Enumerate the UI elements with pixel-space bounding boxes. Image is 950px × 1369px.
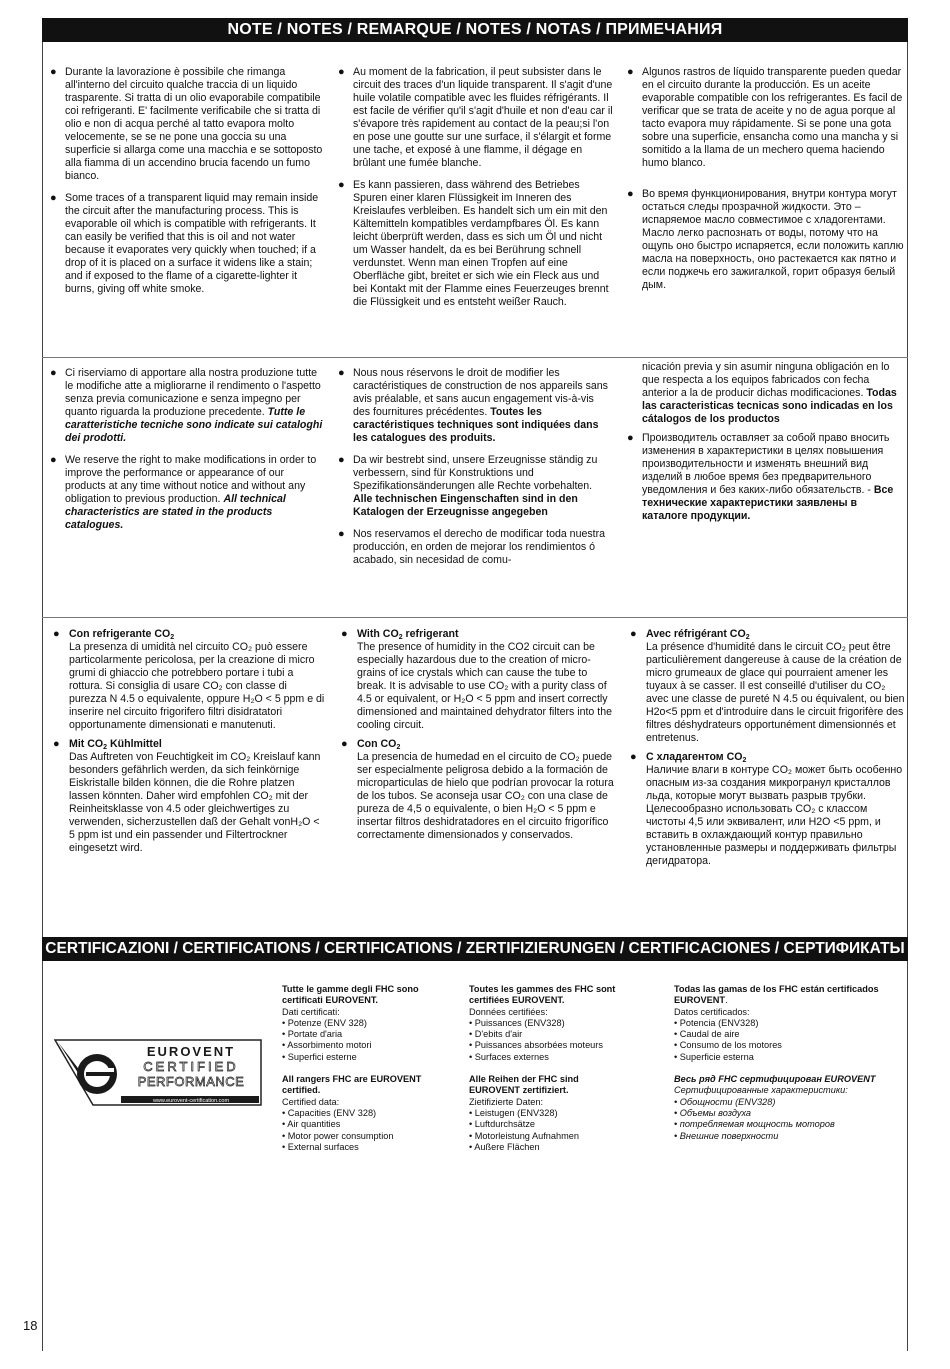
note-text: Производитель оставляет за собой право вносить изменения в характеристики в целях повышения производительности и изменять внешний вид изделий в любое время без предварительного уведомления и без каких-либо обязательств. - (642, 432, 890, 496)
co2-item (335, 628, 615, 732)
cert-title: All rangers FHC are EUROVENT certified. (282, 1074, 422, 1096)
logo-line3: PERFORMANCE (137, 1074, 245, 1089)
note-item (47, 454, 325, 532)
cert-list-item: • Обощности (ENV328) (674, 1096, 776, 1107)
sec2-col2 (335, 367, 613, 576)
note-text: Some traces of a transparent liquid may remain inside the circuit after the manufacturing process. This is evaporable oil which is compatible with refrigerants. It can easily be verified that this is oil and not water because it evaporates very quickly when touched; if a drop of it is placed on a surface it widens like a stain; and if exposed to the flame of a cigarette-lighter it burns, giving off white smoke. (65, 192, 319, 295)
cert-list-item: • Объемы воздуха (674, 1107, 752, 1118)
note-item (335, 367, 613, 445)
cert-list-item: • Luftdurchsätze (469, 1119, 536, 1130)
bullet-icon: ● (630, 751, 637, 763)
bullet-icon: ● (50, 66, 57, 78)
cert-list-item: • потребляемая мощность моторов (674, 1119, 835, 1130)
co2-body: La presenza di umidità nel circuito CO₂ può essere particolarmente pericolosa, per la creazione di micro grumi di ghiaccio che potrebbero portare i tubi a rottura. Si consiglia di usare CO₂ con classe di purezza N 4.5 o equivalente, oppure H₂O < 5 ppm e di inserire nel circuito frigorifero filtri disidratatori opportunamente dimensionati e manutenuti. (69, 641, 325, 731)
cert-subtitle: Datos certificados: (674, 1006, 750, 1017)
note-text: Da wir bestrebt sind, unsere Erzeugnisse ständig zu verbessern, sind für Konstruktions und Spezifikationsänderungen alle Rechte vorbehalten. (353, 454, 598, 492)
co2-title: With $CO_2$ refrigerant (357, 628, 459, 641)
bullet-icon: ● (338, 528, 345, 540)
note-text: Algunos rastros de líquido transparente pueden quedar en el circuito durante la producción. Es un aceite evaporable compatible con los refrigerantes. Es facil de verificar que se trata de aceite y no de agua porque al tacto evapora muy rápidamente. Si se pone una gota sobre una superficie, ensancha como una mancha y si somitido a la llama de un mechero quema haciendo humo blanco. (642, 66, 903, 169)
divider (42, 617, 908, 618)
note-emphasis: Toutes les caractéristiques techniques sont indiquées dans les catalogues des produits. (353, 406, 599, 444)
note-item (624, 188, 904, 292)
note-item (335, 179, 613, 309)
bullet-icon: ● (50, 454, 57, 466)
bullet-icon: ● (627, 66, 634, 78)
co2-item (335, 738, 615, 842)
note-text: Nous nous réservons le droit de modifier les caractéristiques de construction de nos appareils sans avis préalable, et sans aucun engagement vis-à-vis des fournitures précédentes. (353, 367, 608, 418)
bullet-icon: ● (50, 192, 57, 204)
cert-title: Todas las gamas de los FHC están certificados EUROVENT. (674, 984, 879, 1006)
note-emphasis: Все технические характеристики заявлены в каталоге продукции. (642, 484, 894, 522)
co2-title: Mit $CO_2$ Kühlmittel (69, 738, 162, 751)
co2-body: La présence d'humidité dans le circuit CO₂ peut être particulièrement dangereuse à cause de la création de micro grumeaux de glace qui pourraient amener les tuyaux à se casser. Il est conseillé d'utiliser du CO₂ avec une classe de pureté N 4.5 ou équivalent, ou bien H2o<5 ppm et d'introduire dans le circuit frigorifère des filtres déshydrateurs opportunément dimensionnés et entretenus. (646, 641, 905, 744)
note-item (335, 454, 613, 519)
cert-title: Весь ряд FHC сертифицирован EUROVENT (674, 1074, 876, 1085)
cert-list-item: • Potencia (ENV328) (674, 1017, 759, 1028)
co2-body: The presence of humidity in the CO2 circuit can be especially hazardous due to the creation of micro-grains of ice crystals which can cause the tube to break. It is advisable to use CO₂ with a purity class of 4.5 or equivalent, or H₂O < 5 ppm and insert correctly dimensioned and maintained dehydrator filters into the cooling circuit. (357, 641, 612, 731)
logo-url: www.eurovent-certification.com (152, 1098, 230, 1104)
co2-title: Con refrigerante $CO_2$ (69, 628, 175, 641)
note-text: nicación previa y sin asumir ninguna obligación en lo que respecta a los equipos fabricados con fecha anterior a la de producir dichas modificaciones. (642, 361, 890, 399)
cert-col3 (674, 984, 884, 1142)
cert-list-item: • Außere Flächen (469, 1141, 540, 1152)
co2-title: Avec réfrigérant $CO_2$ (646, 628, 750, 641)
note-text: Durante la lavorazione è possibile che rimanga all'interno del circuito qualche traccia di un liquido trasparente. Si tratta di un olio evaporabile compatibile coi refrigeranti. E' facilmente verificabile che si tratta di olio e non di acqua perché al tatto evapora molto velocemente, se se ne pone una goccia su una superficie si allarga come una macchia e se sottoposto alla fiamma di un accendino brucia facendo un fumo bianco. (65, 66, 323, 182)
sec3-col1 (47, 628, 327, 861)
note-item (47, 367, 325, 445)
bullet-icon: ● (630, 628, 637, 640)
sec3-col3 (624, 628, 906, 874)
sec1-col1 (47, 66, 325, 305)
page-number: 18 (23, 1318, 38, 1333)
bullet-icon: ● (53, 628, 60, 640)
co2-item (47, 628, 327, 732)
co2-item (624, 628, 906, 745)
sec2-col3 (624, 361, 904, 532)
cert-subtitle: Сертифицированные характеристики: (674, 1085, 848, 1096)
cert-col1 (282, 984, 432, 1153)
divider (42, 357, 908, 358)
notes-header: NOTE / NOTES / REMARQUE / NOTES / NOTAS / ПРИМЕЧАНИЯ (42, 18, 908, 42)
co2-title: С хладагентом $CO_2$ (646, 751, 747, 764)
note-item (47, 192, 325, 296)
note-text: We reserve the right to make modifications in order to improve the performance or appearance of our products at any time without notice and without any obligation to previous production. (65, 454, 317, 505)
cert-list-item: • Внешние поверхности (674, 1130, 779, 1141)
bullet-icon: ● (341, 738, 348, 750)
cert-subtitle: Zietifizierte Daten: (469, 1096, 544, 1107)
note-text: Au moment de la fabrication, il peut subsister dans le circuit des traces d'un liquide transparent. Il s'agit d'une huile volatile compatible avec les fluides réfrigérants. Il est facile de vérifier qu'il s'agit d'huile et non d'eau car il s'évapore très rapidement au contact de la peau;si l'on en pose une goutte sur une surface, il s'élargit et forme une tache, et exposé à une flamme, il dégage en brûlant une fumée blanche. (353, 66, 613, 169)
note-continuation (624, 361, 904, 426)
bullet-icon: ● (53, 738, 60, 750)
cert-list-item: • Puissances absorbées moteurs (469, 1040, 603, 1051)
bullet-icon: ● (627, 432, 634, 444)
note-emphasis: Todas las caracteristicas tecnicas sono indicadas en los cátalogos de los productos (642, 387, 897, 425)
cert-list-item: • Puissances (ENV328) (469, 1017, 565, 1028)
cert-list-item: • Superficie esterna (674, 1051, 754, 1062)
note-item (624, 66, 904, 170)
bullet-icon: ● (341, 628, 348, 640)
note-item (335, 528, 613, 567)
certifications-header: CERTIFICAZIONI / CERTIFICATIONS / CERTIFICATIONS / ZERTIFIZIERUNGEN / CERTIFICACIONES / СЕРТИФИКАТЫ (42, 937, 908, 961)
cert-title: Alle Reihen der FHC sind EUROVENT zertifiziert. (469, 1074, 579, 1096)
logo-line2: CERTIFIED (143, 1059, 239, 1074)
note-emphasis: Alle technischen Eingenschaften sind in den Katalogen der Erzeugnisse angegeben (353, 493, 578, 518)
sec1-col2 (335, 66, 613, 318)
note-text: Es kann passieren, dass während des Betriebes Spuren einer klaren Flüssigkeit im Inneren des Kreislaufes verbleiben. Es handelt sich um ein mit den Kältemitteln kompatibles verdampfbares Öl. Es kann leicht überprüft werden, dass es sich um Öl und nicht um Wasser handelt, da es bei Berührung schnell verdunstet. Wenn man einen Tropfen auf eine Oberfläche gibt, breitet er sich wie ein Fleck aus und bei Kontakt mit der Flamme eines Feuerzeuges brennt die Flüssigkeit und es entsteht weißer Rauch. (353, 179, 609, 308)
cert-col2 (469, 984, 629, 1153)
bullet-icon: ● (50, 367, 57, 379)
note-text: Ci riserviamo di apportare alla nostra produzione tutte le modifiche atte a migliorarne il rendimento o l'aspetto senza previa comunicazione e senza impegno per quanto riguarda la produzione precedente. (65, 367, 321, 418)
cert-list-item: • Motor power consumption (282, 1130, 394, 1141)
cert-list-item: • Air quantities (282, 1119, 341, 1130)
sec1-col3 (624, 66, 904, 301)
co2-item (624, 751, 906, 868)
sec3-col2 (335, 628, 615, 848)
cert-list-item: • Potenze (ENV 328) (282, 1017, 367, 1028)
cert-subtitle: Dati certificati: (282, 1006, 340, 1017)
note-item (47, 66, 325, 183)
cert-list-item: • Surfaces externes (469, 1051, 549, 1062)
note-emphasis: All technical characteristics are stated in the products catalogues. (65, 493, 286, 531)
co2-body: Das Auftreten von Feuchtigkeit im CO₂ Kreislauf kann besonders gefährlich werden, da sich feinkörnige Eiskristalle bilden können, die die Rohre platzen lassen könnten. Daher wird empfohlen CO₂ mit der Reinheitsklasse von 4.5 oder gleichwertiges zu verwenden, sicherzustellen daß der Gehalt vonH₂O < 5 ppm ist und ein passender und Filtertrockner eingesetzt wird. (69, 751, 321, 854)
co2-body: La presencia de humedad en el circuito de CO₂ puede ser especialmente peligrosa debido a la formación de microparticulas de hielo que podrían provocar la rotura de los tubos. Se aconseja usar CO₂ con una clase de pureza de 4,5 o equivalente, o bien H₂O < 5 ppm e insertar filtros deshidratadores en el circuito frigorífico correctamente dimensionados y conservados. (357, 751, 614, 841)
note-text: Nos reservamos el derecho de modificar toda nuestra producción, en orden de mejorar los rendimientos ó acabado, sin necesidad de comu- (353, 528, 606, 566)
cert-list-item: • Assorbimento motori (282, 1040, 372, 1051)
cert-subtitle: Données certifiées: (469, 1006, 548, 1017)
bullet-icon: ● (338, 66, 345, 78)
cert-list-item: • Leistugen (ENV328) (469, 1107, 558, 1118)
cert-list-item: • Consumo de los motores (674, 1040, 782, 1051)
co2-item (47, 738, 327, 855)
note-item (335, 66, 613, 170)
cert-title: Tutte le gamme degli FHC sono certificati EUROVENT. (282, 984, 419, 1006)
bullet-icon: ● (627, 188, 634, 200)
cert-list-item: • External surfaces (282, 1141, 359, 1152)
eurovent-logo (53, 1037, 265, 1108)
bullet-icon: ● (338, 179, 345, 191)
cert-list-item: • Capacities (ENV 328) (282, 1107, 377, 1118)
co2-body: Наличие влаги в контуре CO₂ может быть особенно опасным из-за создания микрогранул кристаллов льда, которые могут вызвать разрыв трубки. Целесообразно использовать CO₂ с классом чистоты 4,5 или эквивалент, или H2O <5 ppm, и вставить в охлаждающий контур правильно установленные размеры и поддерживать фильтры дегидратора. (646, 764, 903, 867)
cert-list-item: • Superfici esterne (282, 1051, 357, 1062)
bullet-icon: ● (338, 367, 345, 379)
bullet-icon: ● (338, 454, 345, 466)
cert-list-item: • Portate d'aria (282, 1029, 343, 1040)
note-item (624, 432, 904, 523)
sec2-col1 (47, 367, 325, 541)
co2-title: Con $CO_2$ (357, 738, 401, 751)
logo-line1: EUROVENT (146, 1044, 236, 1059)
cert-list-item: • D'ebits d'air (469, 1029, 523, 1040)
note-emphasis: Tutte le caratteristiche tecniche sono indicate sui cataloghi dei prodotti. (65, 406, 323, 444)
cert-list-item: • Motorleistung Aufnahmen (469, 1130, 579, 1141)
cert-title: Toutes les gammes des FHC sont certifiées EUROVENT. (469, 984, 616, 1006)
note-text: Во время функционирования, внутри контура могут остаться следы прозрачной жидкости. Это – испаряемое масло совместимое с хладогентами. Масло легко распознать от воды, потому что на ощупь оно быстро испаряется, если положить каплю масла на поверхность, оно растекается как пятно и если поджечь его зажигалкой, горит образуя белый дым. (642, 188, 904, 291)
cert-subtitle: Certified data: (282, 1096, 340, 1107)
cert-list-item: • Caudal de aire (674, 1029, 740, 1040)
